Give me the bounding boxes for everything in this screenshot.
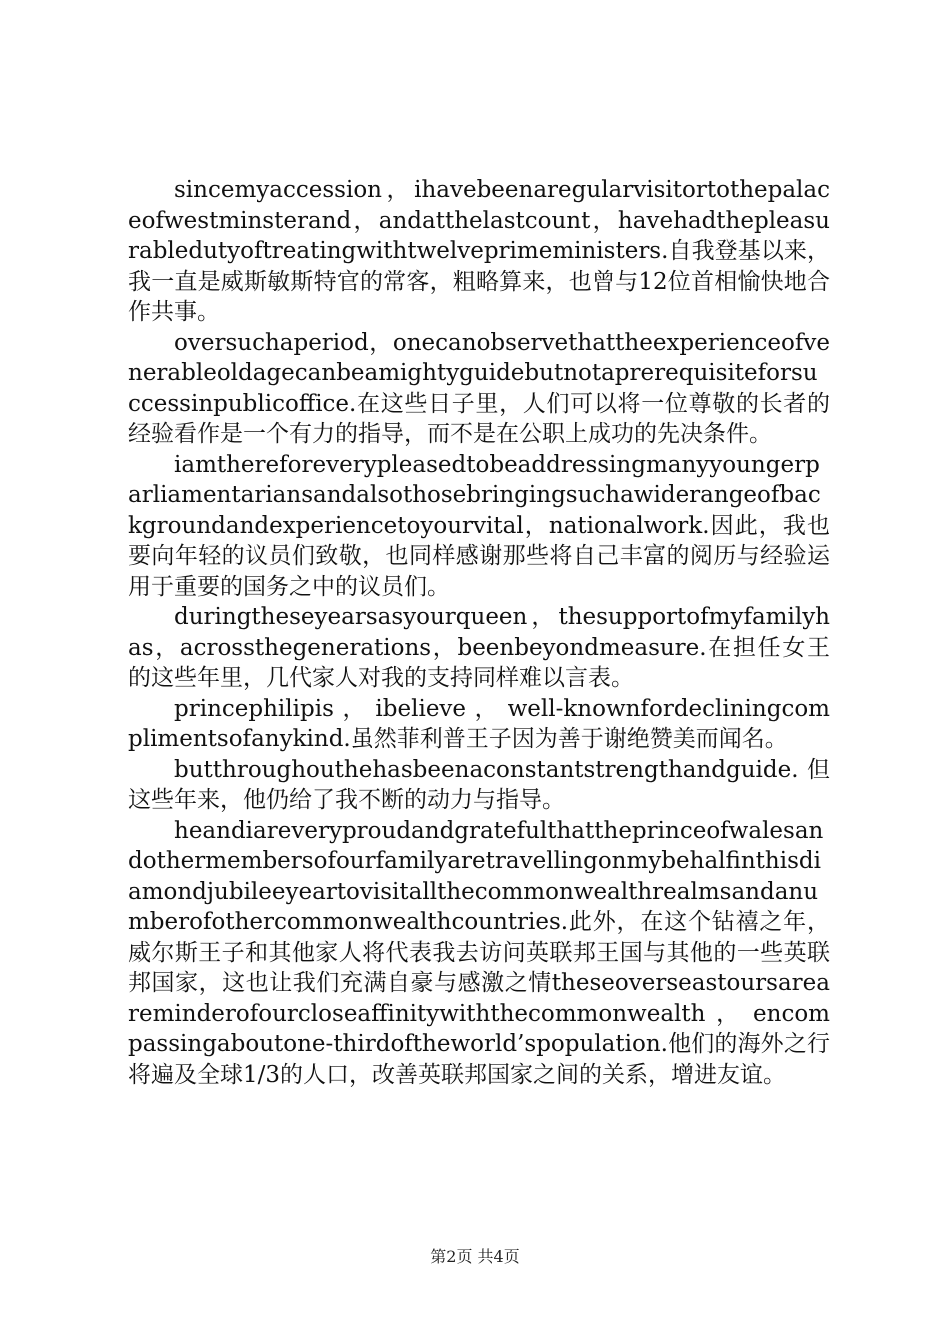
paragraph: sincemyaccession，ihavebeenaregularvisitortothepalaceofwestminsterand，andatthelastcount，havehadthepleasurabledutyoftreatingwithtwelveprimeministers.自我登基以来，我一直是威斯敏斯特官的常客，粗略算来，也曾与12位首相愉快地合作共事。 xyxy=(128,177,830,325)
paragraph: duringtheseyearsasyourqueen，thesupportofmyfamilyhas，acrossthegenerations，beenbeyondmeasure.在担任女王的这些年里，几代家人对我的支持同样难以言表。 xyxy=(128,604,830,691)
paragraph: butthroughouthehasbeenaconstantstrengthandguide.但这些年来，他仍给了我不断的动力与指导。 xyxy=(128,756,830,813)
page-footer: 第2页 共4页 xyxy=(430,1247,520,1266)
paragraph: oversuchaperiod，onecanobservethattheexperienceofvenerableoldagecanbeamightyguidebutnotaprerequisiteforsuccessinpublicoffice.在这些日子里，人们可以将一位尊敬的长者的经验看作是一个有力的指导，而不是在公职上成功的先决条件。 xyxy=(128,329,830,447)
paragraph: iamthereforeverypleasedtobeaddressingmanyyoungerparliamentariansandalsothosebringingsuchawiderangeofbackgroundandexperiencetoyourvital，nationalwork.因此，我也要向年轻的议员们致敬，也同样感谢那些将自己丰富的阅历与经验运用于重要的国务之中的议员们。 xyxy=(128,451,830,600)
body-text xyxy=(128,175,830,1090)
paragraph: heandiareveryproudandgratefulthattheprinceofwalesandothermembersofourfamilyaretravellingonmybehalfinthisdiamondjubileeyeartovisitallthecommonwealthrealmsandanumberofothercommonwealthcountries.此外，在这个钻禧之年，威尔斯王子和其他家人将代表我去访问英联邦王国与其他的一些英联邦国家，这也让我们充满自豪与感激之情theseoverseastoursareareminderofourcloseaffinitywiththecommonwealth ， encompassingaboutone-thirdoftheworld’spopulation.他们的海外之行将遍及全球1/3的人口，改善英联邦国家之间的关系，增进友谊。 xyxy=(128,817,830,1088)
paragraph: princephilipis ， ibelieve ， well-knownfordecliningcomplimentsofanykind.虽然菲利普王子因为善于谢绝赞美而闻名。 xyxy=(128,695,830,752)
